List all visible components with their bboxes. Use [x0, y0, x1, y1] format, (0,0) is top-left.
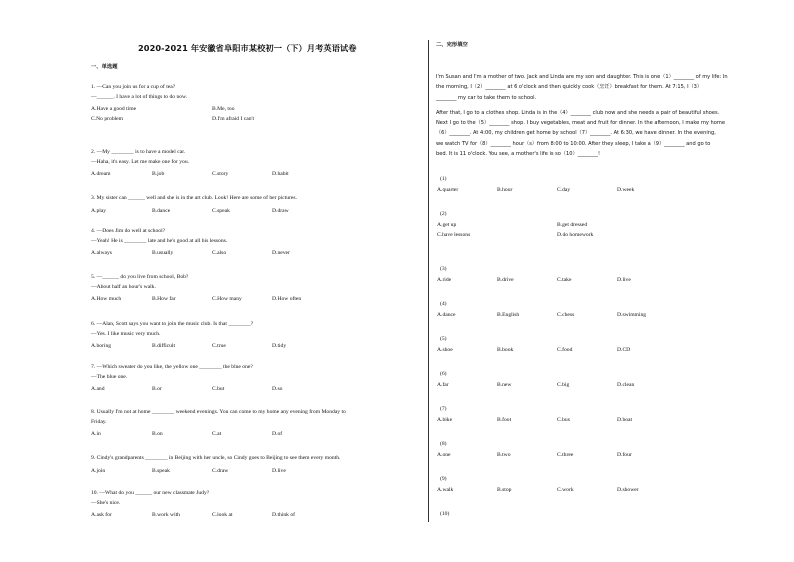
option-d[interactable]: D.habit: [272, 171, 289, 177]
option-b[interactable]: B.foot: [497, 417, 512, 423]
option-d[interactable]: D.do homework: [557, 232, 594, 238]
passage-line: we watch TV for（8）________ hour（s）from 8:00 to 10:00. After they sleep, I take a（9）________ and go to: [436, 141, 711, 147]
question-stem-line: —______. I have a lot of things to do now.: [91, 93, 188, 100]
option-b[interactable]: B.English: [497, 312, 520, 318]
option-b[interactable]: B.job: [152, 171, 165, 177]
option-c[interactable]: C.have lessons: [437, 232, 471, 238]
option-c[interactable]: C.food: [557, 347, 573, 353]
option-a[interactable]: A.boring: [91, 343, 112, 349]
cloze-item-number: (1): [440, 176, 447, 182]
option-d[interactable]: D.swimming: [617, 312, 647, 318]
question-stem-line: Friday.: [91, 418, 107, 425]
passage-line: bed. It is 11 o'clock. You see, a mother's life is so（10）________!: [436, 151, 601, 157]
option-c[interactable]: C.also: [212, 250, 227, 256]
option-d[interactable]: D.live: [617, 277, 631, 283]
question-stem-line: 7. —Which sweater do you like, the yellow one ________ the blue one?: [91, 364, 253, 370]
option-b[interactable]: B.speak: [152, 467, 170, 474]
option-a[interactable]: A.How much: [91, 296, 122, 302]
option-d[interactable]: D.think of: [272, 512, 295, 518]
option-a[interactable]: A.get up: [437, 222, 457, 228]
option-a[interactable]: A.Have a good time: [91, 106, 137, 112]
option-d[interactable]: D.four: [617, 452, 632, 458]
question-stem-line: —About half an hour's walk.: [91, 283, 156, 290]
question-stem-line: 10. —What do you ______ our new classmate Judy?: [91, 490, 210, 496]
option-b[interactable]: B.book: [497, 347, 514, 353]
option-b[interactable]: B.drive: [497, 277, 514, 283]
option-c[interactable]: C.draw: [212, 467, 229, 474]
passage-line: ________ my car to take them to school.: [436, 95, 537, 101]
question-stem-line: —Yes. I like music very much.: [91, 330, 161, 337]
option-a[interactable]: A.and: [91, 386, 105, 392]
passage-line: （6）________. At 4:00, my children get home by school（7）________. At 6:30, we have dinner. In the evening,: [436, 130, 716, 136]
passage-line: the morning, I（2）________ at 6 o'clock and then quickly cook（烹饪）breakfast for them. At 7:15, I（3）: [436, 84, 702, 90]
option-b[interactable]: B.on: [152, 431, 163, 437]
option-a[interactable]: A.join: [91, 467, 106, 474]
option-b[interactable]: B.dance: [152, 207, 171, 214]
option-c[interactable]: C.work: [557, 487, 574, 493]
option-d[interactable]: D.of: [272, 431, 283, 437]
option-a[interactable]: A.shoe: [437, 347, 453, 353]
question-stem-line: —Haha, it's easy. Let me make one for you.: [91, 158, 190, 165]
option-c[interactable]: C.How many: [212, 296, 242, 302]
cloze-item-number: (4): [440, 301, 447, 307]
option-d[interactable]: D.week: [617, 187, 635, 193]
cloze-item-number: (6): [440, 371, 447, 377]
option-c[interactable]: C.look at: [212, 512, 233, 518]
option-d[interactable]: D.CD: [617, 347, 631, 353]
cloze-item-number: (7): [440, 406, 447, 412]
cloze-item-number: (3): [440, 266, 447, 272]
option-a[interactable]: A.dream: [91, 171, 111, 177]
cloze-item-number: (8): [440, 441, 447, 447]
option-b[interactable]: B.usually: [152, 250, 174, 256]
option-b[interactable]: B.get dressed: [557, 222, 588, 228]
option-c[interactable]: C.three: [557, 452, 574, 458]
option-a[interactable]: A.in: [91, 431, 101, 437]
option-b[interactable]: B.work with: [152, 512, 180, 518]
section2-heading: 二、完形填空: [436, 42, 468, 48]
option-a[interactable]: A.ride: [437, 277, 452, 283]
option-a[interactable]: A.play: [91, 207, 107, 214]
option-b[interactable]: B.hour: [497, 187, 513, 193]
option-a[interactable]: A.far: [437, 382, 449, 388]
option-c[interactable]: C.day: [557, 187, 571, 193]
option-d[interactable]: D.tidy: [272, 343, 287, 349]
option-b[interactable]: B.stop: [497, 487, 512, 493]
option-b[interactable]: B.or: [152, 386, 162, 392]
cloze-item-number: (9): [440, 476, 447, 482]
option-d[interactable]: D.draw: [272, 207, 289, 214]
option-d[interactable]: D.never: [272, 250, 290, 256]
option-a[interactable]: A.walk: [437, 487, 454, 493]
option-b[interactable]: B.new: [497, 382, 512, 388]
option-a[interactable]: A.quarter: [437, 187, 459, 193]
option-a[interactable]: A.one: [437, 452, 451, 458]
passage-line: I'm Susan and I'm a mother of two. Jack and Linda are my son and daughter. This is one（1）________ of my life: In: [436, 74, 728, 80]
question-stem-line: 3. My sister can ______ well and she is in the art club. Look! Here are some of her pictures.: [91, 195, 297, 201]
cloze-item-number: (2): [440, 211, 447, 217]
option-a[interactable]: A.dance: [437, 312, 456, 318]
option-d[interactable]: D.shower: [617, 487, 639, 493]
option-a[interactable]: A.always: [91, 250, 112, 256]
passage-line: Next I go to the（5）________ shop. I buy vegetables, meat and fruit for dinner. In the afternoon, I make my home: [436, 120, 725, 126]
option-d[interactable]: D.so: [272, 386, 283, 392]
cloze-item-number: (10): [440, 511, 450, 517]
question-stem-line: 5. —______ do you live from school, Bob?: [91, 274, 189, 280]
option-c[interactable]: C.take: [557, 277, 572, 283]
option-a[interactable]: A.ask for: [91, 512, 112, 518]
option-c[interactable]: C.speak: [212, 207, 230, 214]
option-d[interactable]: D.clean: [617, 382, 635, 388]
option-d[interactable]: D.I'm afraid I can't: [212, 116, 255, 122]
cloze-item-number: (5): [440, 336, 447, 342]
option-a[interactable]: A.bike: [437, 417, 453, 423]
column-divider: [428, 40, 429, 522]
question-stem-line: 8. Usually I'm not at home ________ weekend evenings. You can come to my home any evening from Monday to: [91, 409, 346, 415]
option-d[interactable]: D.boat: [617, 417, 633, 423]
option-c[interactable]: C.at: [212, 431, 222, 437]
passage-line: After that, I go to a clothes shop. Linda is in the（4）________ club now and she needs a pair of beautiful shoes.: [436, 110, 720, 116]
option-c[interactable]: C.true: [212, 343, 226, 349]
question-stem-line: —Yeah! He is ________ late and he's good at all his lessons.: [91, 237, 228, 244]
question-stem-line: 9. Cindy's grandparents ________ in Beijing with her uncle, so Cindy goes to Beijing to see them every month.: [91, 455, 341, 461]
option-d[interactable]: D.How often: [272, 296, 302, 302]
option-b[interactable]: B.difficult: [152, 343, 176, 349]
question-stem-line: 4. —Does Jim do well at school?: [91, 228, 166, 234]
option-c[interactable]: C.chess: [557, 312, 575, 318]
option-b[interactable]: B.two: [497, 452, 511, 458]
option-c[interactable]: C.but: [212, 386, 225, 392]
question-stem-line: 6. —Alan, Scott says you want to join the music club. Is that ________?: [91, 321, 254, 327]
question-stem-line: —The blue one.: [91, 373, 128, 380]
section1-heading: 一、单选题: [91, 64, 118, 70]
option-c[interactable]: C.No problem: [91, 116, 124, 122]
option-c[interactable]: C.story: [212, 171, 229, 177]
exam-title: 2020-2021 年安徽省阜阳市某校初一（下）月考英语试卷: [138, 43, 357, 53]
question-stem-line: 1. —Can you join us for a cup of tea?: [91, 84, 176, 90]
question-stem-line: —She's nice.: [91, 499, 121, 506]
option-b[interactable]: B.How far: [152, 296, 176, 302]
option-c[interactable]: C.big: [557, 382, 570, 388]
option-c[interactable]: C.bus: [557, 417, 570, 423]
option-b[interactable]: B.Me, too: [212, 106, 235, 112]
question-stem-line: 2. —My ________ is to have a model car.: [91, 149, 186, 155]
option-d[interactable]: D.live: [272, 467, 286, 474]
